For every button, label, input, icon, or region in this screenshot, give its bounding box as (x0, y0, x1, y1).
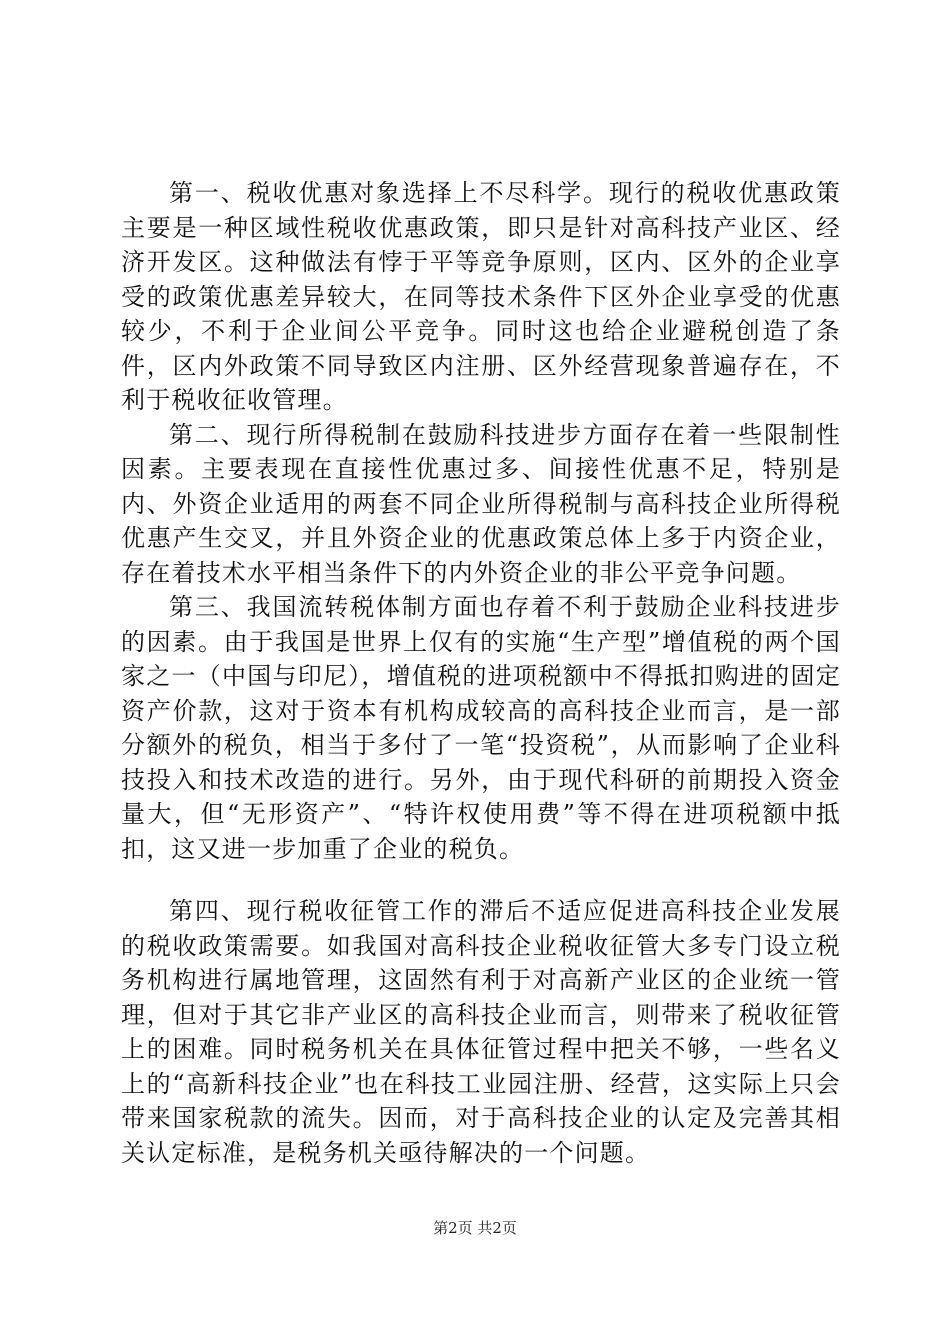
paragraph-1: 第一、税收优惠对象选择上不尽科学。现行的税收优惠政策主要是一种区域性税收优惠政策，即只是针对高科技产业区、经济开发区。这种做法有悖于平等竞争原则，区内、区外的企业享受的政策优惠差异较大，在同等技术条件下区外企业享受的优惠较少，不利于企业间公平竞争。同时这也给企业避税创造了条件，区内外政策不同导致区内注册、区外经营现象普遍存在，不利于税收征收管理。 (121, 179, 841, 414)
paragraph-4: 第四、现行税收征管工作的滞后不适应促进高科技企业发展的税收政策需要。如我国对高科技企业税收征管大多专门设立税务机构进行属地管理，这固然有利于对高新产业区的企业统一管理，但对于其它非产业区的高科技企业而言，则带来了税收征管上的困难。同时税务机关在具体征管过程中把关不够，一些名义上的“高新科技企业”也在科技工业园注册、经营，这实际上只会带来国家税款的流失。因而，对于高科技企业的认定及完善其相关认定标准，是税务机关亟待解决的一个问题。 (121, 897, 841, 1167)
paragraph-3: 第三、我国流转税体制方面也存着不利于鼓励企业科技进步的因素。由于我国是世界上仅有的实施“生产型”增值税的两个国家之一（中国与印尼），增值税的进项税额中不得抵扣购进的固定资产价款，这对于资本有机构成较高的高科技企业而言，是一部分额外的税负，相当于多付了一笔“投资税”，从而影响了企业科技投入和技术改造的进行。另外，由于现代科研的前期投入资金量大，但“无形资产”、“特许权使用费”等不得在进项税额中抵扣，这又进一步加重了企业的税负。 (121, 593, 841, 863)
document-body (121, 176, 841, 1170)
paragraph-2: 第二、现行所得税制在鼓励科技进步方面存在着一些限制性因素。主要表现在直接性优惠过多、间接性优惠不足，特别是内、外资企业适用的两套不同企业所得税制与高科技企业所得税优惠产生交叉，并且外资企业的优惠政策总体上多于内资企业，存在着技术水平相当条件下的内外资企业的非公平竞争问题。 (121, 420, 841, 587)
page-footer: 第2页 共2页 (433, 1219, 517, 1237)
